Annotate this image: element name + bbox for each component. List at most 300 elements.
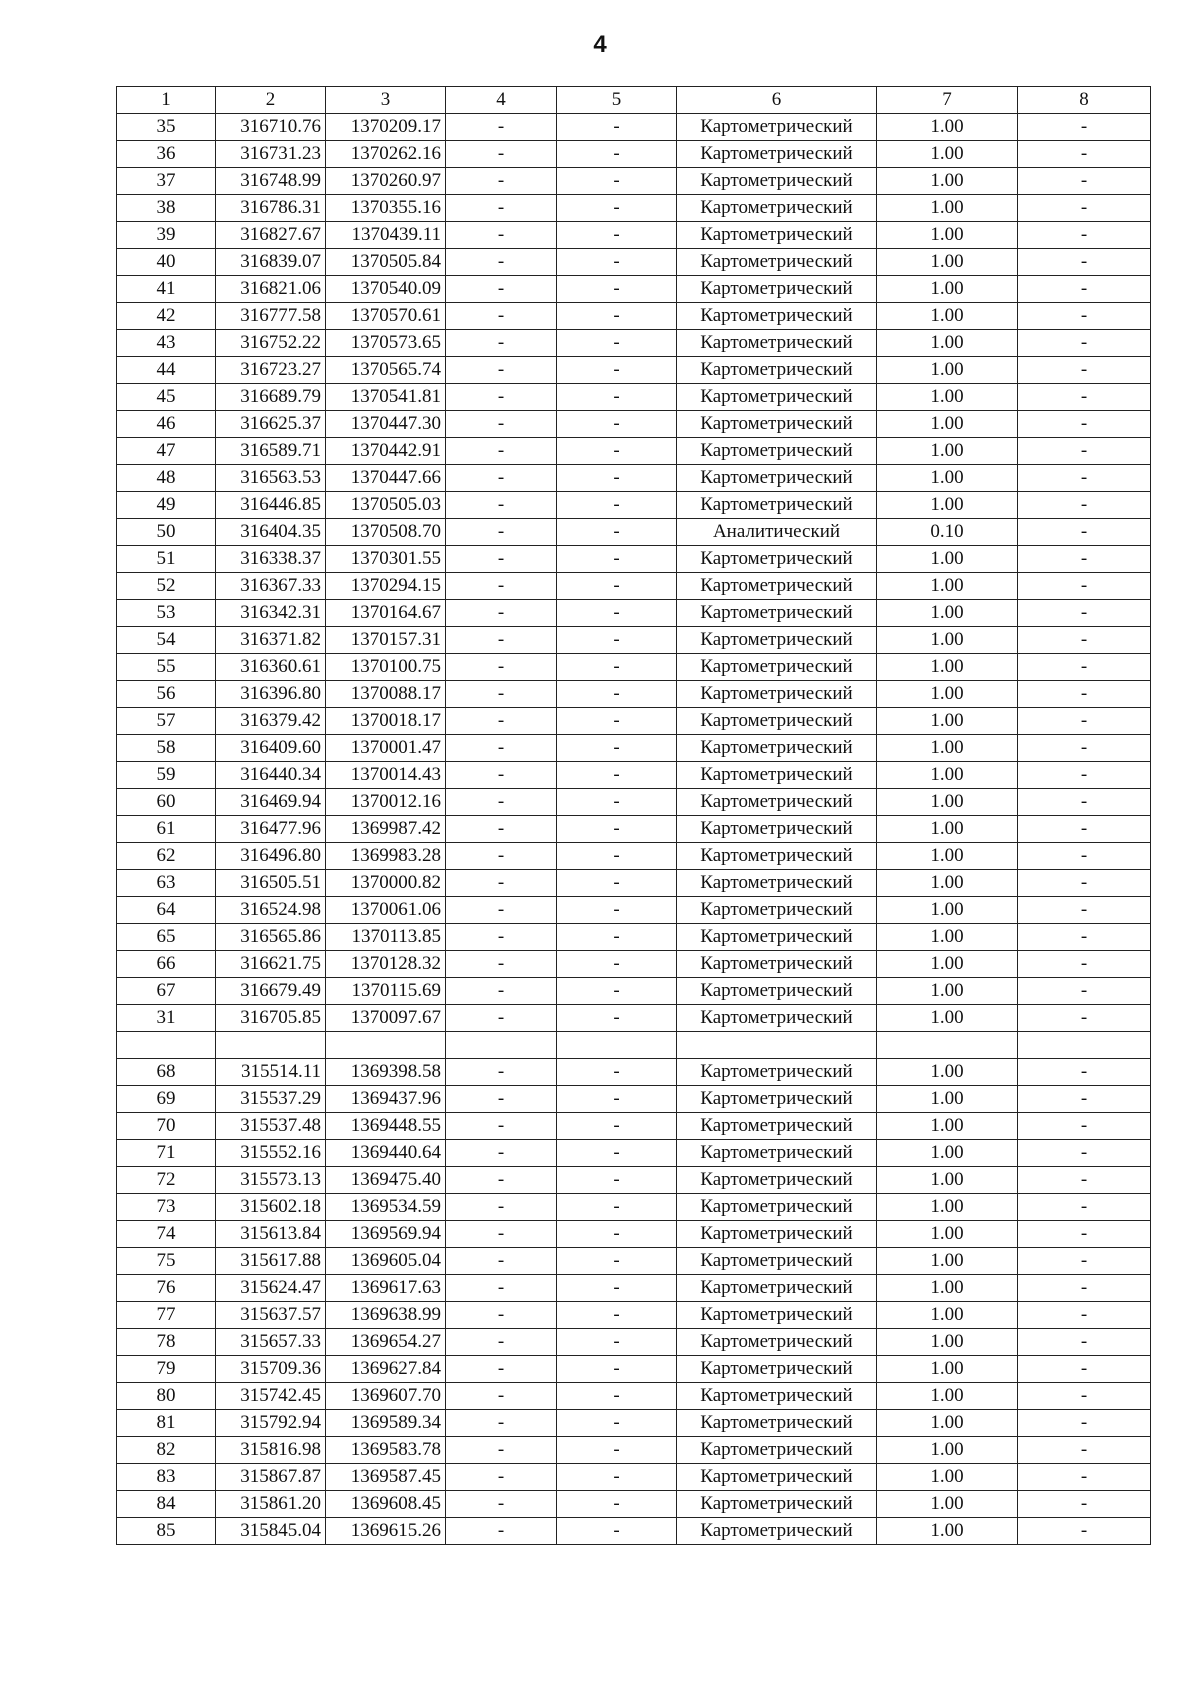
x-coordinate-cell: 315657.33 bbox=[216, 1329, 326, 1356]
method-cell: Картометрический bbox=[677, 1518, 877, 1545]
column-4-cell: - bbox=[446, 141, 557, 168]
column-5-cell: - bbox=[557, 141, 677, 168]
column-5-cell: - bbox=[557, 789, 677, 816]
point-number-cell: 69 bbox=[117, 1086, 216, 1113]
method-cell: Аналитический bbox=[677, 519, 877, 546]
column-8-cell: - bbox=[1018, 1464, 1151, 1491]
column-8-cell: - bbox=[1018, 1491, 1151, 1518]
method-cell: Картометрический bbox=[677, 1140, 877, 1167]
method-cell: Картометрический bbox=[677, 195, 877, 222]
column-5-cell: - bbox=[557, 924, 677, 951]
column-5-cell: - bbox=[557, 681, 677, 708]
point-number-cell: 85 bbox=[117, 1518, 216, 1545]
table-row bbox=[117, 708, 1151, 735]
column-header: 2 bbox=[216, 87, 326, 114]
accuracy-cell: 1.00 bbox=[877, 1059, 1018, 1086]
column-header: 3 bbox=[326, 87, 446, 114]
method-cell: Картометрический bbox=[677, 1248, 877, 1275]
column-4-cell: - bbox=[446, 1248, 557, 1275]
column-8-cell: - bbox=[1018, 897, 1151, 924]
point-number-cell: 68 bbox=[117, 1059, 216, 1086]
point-number-cell: 49 bbox=[117, 492, 216, 519]
column-4-cell: - bbox=[446, 1383, 557, 1410]
point-number-cell: 36 bbox=[117, 141, 216, 168]
y-coordinate-cell: 1370439.11 bbox=[326, 222, 446, 249]
accuracy-cell: 1.00 bbox=[877, 1464, 1018, 1491]
column-4-cell: - bbox=[446, 762, 557, 789]
method-cell: Картометрический bbox=[677, 168, 877, 195]
x-coordinate-cell: 315537.48 bbox=[216, 1113, 326, 1140]
column-5-cell: - bbox=[557, 735, 677, 762]
point-number-cell: 42 bbox=[117, 303, 216, 330]
table-row bbox=[117, 330, 1151, 357]
column-4-cell: - bbox=[446, 1329, 557, 1356]
method-cell: Картометрический bbox=[677, 438, 877, 465]
method-cell bbox=[677, 1032, 877, 1059]
point-number-cell: 73 bbox=[117, 1194, 216, 1221]
method-cell: Картометрический bbox=[677, 924, 877, 951]
point-number-cell: 59 bbox=[117, 762, 216, 789]
method-cell: Картометрический bbox=[677, 681, 877, 708]
table-row bbox=[117, 681, 1151, 708]
point-number-cell: 67 bbox=[117, 978, 216, 1005]
point-number-cell: 44 bbox=[117, 357, 216, 384]
x-coordinate-cell: 315617.88 bbox=[216, 1248, 326, 1275]
point-number-cell: 65 bbox=[117, 924, 216, 951]
method-cell: Картометрический bbox=[677, 708, 877, 735]
column-8-cell: - bbox=[1018, 492, 1151, 519]
table-row bbox=[117, 384, 1151, 411]
accuracy-cell: 0.10 bbox=[877, 519, 1018, 546]
accuracy-cell: 1.00 bbox=[877, 1275, 1018, 1302]
column-5-cell: - bbox=[557, 1248, 677, 1275]
accuracy-cell: 1.00 bbox=[877, 1329, 1018, 1356]
point-number-cell: 37 bbox=[117, 168, 216, 195]
column-4-cell: - bbox=[446, 1464, 557, 1491]
method-cell: Картометрический bbox=[677, 1194, 877, 1221]
table-row bbox=[117, 627, 1151, 654]
method-cell: Картометрический bbox=[677, 762, 877, 789]
accuracy-cell: 1.00 bbox=[877, 1086, 1018, 1113]
accuracy-cell: 1.00 bbox=[877, 1437, 1018, 1464]
accuracy-cell: 1.00 bbox=[877, 1167, 1018, 1194]
x-coordinate-cell: 316710.76 bbox=[216, 114, 326, 141]
table-row bbox=[117, 1032, 1151, 1059]
point-number-cell: 40 bbox=[117, 249, 216, 276]
column-8-cell: - bbox=[1018, 627, 1151, 654]
x-coordinate-cell: 316839.07 bbox=[216, 249, 326, 276]
point-number-cell: 57 bbox=[117, 708, 216, 735]
column-4-cell: - bbox=[446, 222, 557, 249]
y-coordinate-cell: 1370128.32 bbox=[326, 951, 446, 978]
column-8-cell: - bbox=[1018, 708, 1151, 735]
table-row bbox=[117, 438, 1151, 465]
column-5-cell: - bbox=[557, 357, 677, 384]
accuracy-cell: 1.00 bbox=[877, 1140, 1018, 1167]
table-row bbox=[117, 789, 1151, 816]
y-coordinate-cell: 1369589.34 bbox=[326, 1410, 446, 1437]
column-header: 4 bbox=[446, 87, 557, 114]
column-4-cell: - bbox=[446, 384, 557, 411]
accuracy-cell: 1.00 bbox=[877, 843, 1018, 870]
column-8-cell: - bbox=[1018, 600, 1151, 627]
x-coordinate-cell: 316505.51 bbox=[216, 870, 326, 897]
y-coordinate-cell: 1370447.66 bbox=[326, 465, 446, 492]
column-8-cell: - bbox=[1018, 141, 1151, 168]
y-coordinate-cell: 1370018.17 bbox=[326, 708, 446, 735]
accuracy-cell: 1.00 bbox=[877, 681, 1018, 708]
x-coordinate-cell: 316705.85 bbox=[216, 1005, 326, 1032]
x-coordinate-cell: 316338.37 bbox=[216, 546, 326, 573]
column-8-cell: - bbox=[1018, 1302, 1151, 1329]
point-number-cell: 77 bbox=[117, 1302, 216, 1329]
column-header: 5 bbox=[557, 87, 677, 114]
point-number-cell: 71 bbox=[117, 1140, 216, 1167]
column-4-cell: - bbox=[446, 573, 557, 600]
accuracy-cell: 1.00 bbox=[877, 951, 1018, 978]
y-coordinate-cell: 1369448.55 bbox=[326, 1113, 446, 1140]
method-cell: Картометрический bbox=[677, 1356, 877, 1383]
method-cell: Картометрический bbox=[677, 465, 877, 492]
y-coordinate-cell: 1369475.40 bbox=[326, 1167, 446, 1194]
y-coordinate-cell: 1370100.75 bbox=[326, 654, 446, 681]
x-coordinate-cell: 316777.58 bbox=[216, 303, 326, 330]
point-number-cell: 62 bbox=[117, 843, 216, 870]
column-4-cell: - bbox=[446, 924, 557, 951]
column-8-cell: - bbox=[1018, 1329, 1151, 1356]
x-coordinate-cell: 316396.80 bbox=[216, 681, 326, 708]
column-4-cell: - bbox=[446, 465, 557, 492]
column-8-cell: - bbox=[1018, 1518, 1151, 1545]
table-row bbox=[117, 1491, 1151, 1518]
y-coordinate-cell: 1369440.64 bbox=[326, 1140, 446, 1167]
accuracy-cell: 1.00 bbox=[877, 816, 1018, 843]
column-5-cell: - bbox=[557, 600, 677, 627]
column-8-cell: - bbox=[1018, 222, 1151, 249]
column-4-cell: - bbox=[446, 1356, 557, 1383]
column-4-cell: - bbox=[446, 816, 557, 843]
accuracy-cell: 1.00 bbox=[877, 1302, 1018, 1329]
y-coordinate-cell: 1370540.09 bbox=[326, 276, 446, 303]
accuracy-cell: 1.00 bbox=[877, 978, 1018, 1005]
column-header: 6 bbox=[677, 87, 877, 114]
column-8-cell: - bbox=[1018, 330, 1151, 357]
method-cell: Картометрический bbox=[677, 384, 877, 411]
y-coordinate-cell: 1370061.06 bbox=[326, 897, 446, 924]
table-row bbox=[117, 1356, 1151, 1383]
column-8-cell: - bbox=[1018, 762, 1151, 789]
column-8-cell: - bbox=[1018, 816, 1151, 843]
column-4-cell: - bbox=[446, 1113, 557, 1140]
y-coordinate-cell: 1370000.82 bbox=[326, 870, 446, 897]
x-coordinate-cell: 315537.29 bbox=[216, 1086, 326, 1113]
column-8-cell: - bbox=[1018, 1086, 1151, 1113]
table-row bbox=[117, 1275, 1151, 1302]
y-coordinate-cell: 1370301.55 bbox=[326, 546, 446, 573]
table-row bbox=[117, 1302, 1151, 1329]
table-row bbox=[117, 1086, 1151, 1113]
column-4-cell: - bbox=[446, 627, 557, 654]
accuracy-cell: 1.00 bbox=[877, 357, 1018, 384]
column-4-cell: - bbox=[446, 195, 557, 222]
column-5-cell: - bbox=[557, 519, 677, 546]
column-4-cell: - bbox=[446, 438, 557, 465]
column-8-cell: - bbox=[1018, 519, 1151, 546]
x-coordinate-cell: 315624.47 bbox=[216, 1275, 326, 1302]
column-5-cell: - bbox=[557, 384, 677, 411]
column-4-cell: - bbox=[446, 1437, 557, 1464]
column-5-cell: - bbox=[557, 222, 677, 249]
method-cell: Картометрический bbox=[677, 789, 877, 816]
x-coordinate-cell: 316404.35 bbox=[216, 519, 326, 546]
column-5-cell: - bbox=[557, 951, 677, 978]
column-8-cell: - bbox=[1018, 168, 1151, 195]
point-number-cell: 38 bbox=[117, 195, 216, 222]
method-cell: Картометрический bbox=[677, 951, 877, 978]
column-4-cell: - bbox=[446, 357, 557, 384]
column-5-cell: - bbox=[557, 1329, 677, 1356]
method-cell: Картометрический bbox=[677, 411, 877, 438]
column-4-cell: - bbox=[446, 1275, 557, 1302]
accuracy-cell: 1.00 bbox=[877, 789, 1018, 816]
x-coordinate-cell: 316371.82 bbox=[216, 627, 326, 654]
column-8-cell: - bbox=[1018, 1005, 1151, 1032]
x-coordinate-cell: 316342.31 bbox=[216, 600, 326, 627]
accuracy-cell: 1.00 bbox=[877, 276, 1018, 303]
method-cell: Картометрический bbox=[677, 1410, 877, 1437]
accuracy-cell: 1.00 bbox=[877, 1113, 1018, 1140]
x-coordinate-cell: 316679.49 bbox=[216, 978, 326, 1005]
y-coordinate-cell: 1370505.84 bbox=[326, 249, 446, 276]
column-4-cell: - bbox=[446, 276, 557, 303]
point-number-cell: 72 bbox=[117, 1167, 216, 1194]
column-5-cell: - bbox=[557, 1302, 677, 1329]
x-coordinate-cell: 316379.42 bbox=[216, 708, 326, 735]
column-5-cell: - bbox=[557, 870, 677, 897]
y-coordinate-cell: 1369587.45 bbox=[326, 1464, 446, 1491]
column-header: 7 bbox=[877, 87, 1018, 114]
table-row bbox=[117, 303, 1151, 330]
point-number-cell: 75 bbox=[117, 1248, 216, 1275]
x-coordinate-cell: 316827.67 bbox=[216, 222, 326, 249]
column-4-cell: - bbox=[446, 978, 557, 1005]
point-number-cell: 81 bbox=[117, 1410, 216, 1437]
point-number-cell: 55 bbox=[117, 654, 216, 681]
x-coordinate-cell: 316496.80 bbox=[216, 843, 326, 870]
column-5-cell: - bbox=[557, 843, 677, 870]
column-4-cell: - bbox=[446, 735, 557, 762]
column-4-cell: - bbox=[446, 168, 557, 195]
x-coordinate-cell: 316821.06 bbox=[216, 276, 326, 303]
y-coordinate-cell: 1370573.65 bbox=[326, 330, 446, 357]
column-8-cell: - bbox=[1018, 1059, 1151, 1086]
method-cell: Картометрический bbox=[677, 1059, 877, 1086]
column-4-cell: - bbox=[446, 654, 557, 681]
y-coordinate-cell: 1370157.31 bbox=[326, 627, 446, 654]
accuracy-cell: 1.00 bbox=[877, 600, 1018, 627]
x-coordinate-cell: 315742.45 bbox=[216, 1383, 326, 1410]
point-number-cell: 61 bbox=[117, 816, 216, 843]
x-coordinate-cell: 316731.23 bbox=[216, 141, 326, 168]
column-5-cell: - bbox=[557, 330, 677, 357]
y-coordinate-cell: 1370570.61 bbox=[326, 303, 446, 330]
method-cell: Картометрический bbox=[677, 816, 877, 843]
accuracy-cell: 1.00 bbox=[877, 654, 1018, 681]
x-coordinate-cell: 315552.16 bbox=[216, 1140, 326, 1167]
y-coordinate-cell: 1370294.15 bbox=[326, 573, 446, 600]
column-4-cell: - bbox=[446, 303, 557, 330]
table-row bbox=[117, 1167, 1151, 1194]
table-row bbox=[117, 519, 1151, 546]
column-8-cell: - bbox=[1018, 1383, 1151, 1410]
point-number-cell: 79 bbox=[117, 1356, 216, 1383]
column-5-cell: - bbox=[557, 654, 677, 681]
column-8-cell: - bbox=[1018, 411, 1151, 438]
table-row bbox=[117, 1059, 1151, 1086]
method-cell: Картометрический bbox=[677, 1302, 877, 1329]
column-5-cell: - bbox=[557, 978, 677, 1005]
accuracy-cell: 1.00 bbox=[877, 546, 1018, 573]
accuracy-cell: 1.00 bbox=[877, 411, 1018, 438]
table-row bbox=[117, 1248, 1151, 1275]
point-number-cell: 63 bbox=[117, 870, 216, 897]
point-number-cell: 66 bbox=[117, 951, 216, 978]
table-row bbox=[117, 573, 1151, 600]
y-coordinate-cell: 1370113.85 bbox=[326, 924, 446, 951]
column-5-cell: - bbox=[557, 168, 677, 195]
accuracy-cell: 1.00 bbox=[877, 195, 1018, 222]
point-number-cell: 74 bbox=[117, 1221, 216, 1248]
point-number-cell: 80 bbox=[117, 1383, 216, 1410]
column-4-cell bbox=[446, 1032, 557, 1059]
column-8-cell: - bbox=[1018, 681, 1151, 708]
method-cell: Картометрический bbox=[677, 897, 877, 924]
y-coordinate-cell: 1369437.96 bbox=[326, 1086, 446, 1113]
y-coordinate-cell: 1369638.99 bbox=[326, 1302, 446, 1329]
column-5-cell: - bbox=[557, 1383, 677, 1410]
column-5-cell: - bbox=[557, 114, 677, 141]
column-5-cell: - bbox=[557, 492, 677, 519]
column-8-cell: - bbox=[1018, 1248, 1151, 1275]
method-cell: Картометрический bbox=[677, 735, 877, 762]
column-5-cell: - bbox=[557, 1113, 677, 1140]
table-row bbox=[117, 492, 1151, 519]
method-cell: Картометрический bbox=[677, 357, 877, 384]
point-number-cell: 53 bbox=[117, 600, 216, 627]
column-4-cell: - bbox=[446, 1410, 557, 1437]
column-8-cell: - bbox=[1018, 1113, 1151, 1140]
table-row bbox=[117, 1518, 1151, 1545]
table-row bbox=[117, 168, 1151, 195]
method-cell: Картометрический bbox=[677, 141, 877, 168]
method-cell: Картометрический bbox=[677, 978, 877, 1005]
accuracy-cell: 1.00 bbox=[877, 330, 1018, 357]
column-5-cell: - bbox=[557, 627, 677, 654]
accuracy-cell: 1.00 bbox=[877, 492, 1018, 519]
column-4-cell: - bbox=[446, 519, 557, 546]
column-5-cell: - bbox=[557, 1410, 677, 1437]
method-cell: Картометрический bbox=[677, 222, 877, 249]
column-4-cell: - bbox=[446, 1221, 557, 1248]
x-coordinate-cell: 315816.98 bbox=[216, 1437, 326, 1464]
column-8-cell: - bbox=[1018, 1221, 1151, 1248]
column-4-cell: - bbox=[446, 681, 557, 708]
column-8-cell: - bbox=[1018, 438, 1151, 465]
column-5-cell: - bbox=[557, 1059, 677, 1086]
table-row bbox=[117, 870, 1151, 897]
x-coordinate-cell: 316723.27 bbox=[216, 357, 326, 384]
column-8-cell: - bbox=[1018, 1275, 1151, 1302]
table-row bbox=[117, 465, 1151, 492]
y-coordinate-cell: 1369617.63 bbox=[326, 1275, 446, 1302]
point-number-cell: 84 bbox=[117, 1491, 216, 1518]
column-5-cell: - bbox=[557, 1221, 677, 1248]
table-row bbox=[117, 411, 1151, 438]
point-number-cell: 56 bbox=[117, 681, 216, 708]
coordinates-table bbox=[116, 86, 1151, 1545]
method-cell: Картометрический bbox=[677, 843, 877, 870]
method-cell: Картометрический bbox=[677, 1491, 877, 1518]
point-number-cell: 76 bbox=[117, 1275, 216, 1302]
accuracy-cell: 1.00 bbox=[877, 1005, 1018, 1032]
table-row bbox=[117, 357, 1151, 384]
accuracy-cell: 1.00 bbox=[877, 1221, 1018, 1248]
y-coordinate-cell: 1370508.70 bbox=[326, 519, 446, 546]
y-coordinate-cell: 1369605.04 bbox=[326, 1248, 446, 1275]
x-coordinate-cell: 316360.61 bbox=[216, 654, 326, 681]
table-body bbox=[117, 114, 1151, 1545]
table-row bbox=[117, 114, 1151, 141]
y-coordinate-cell: 1370505.03 bbox=[326, 492, 446, 519]
table-row bbox=[117, 1410, 1151, 1437]
column-header: 8 bbox=[1018, 87, 1151, 114]
column-4-cell: - bbox=[446, 1167, 557, 1194]
column-8-cell: - bbox=[1018, 303, 1151, 330]
method-cell: Картометрический bbox=[677, 1167, 877, 1194]
column-5-cell: - bbox=[557, 1356, 677, 1383]
y-coordinate-cell: 1370012.16 bbox=[326, 789, 446, 816]
column-4-cell: - bbox=[446, 951, 557, 978]
y-coordinate-cell: 1370447.30 bbox=[326, 411, 446, 438]
accuracy-cell: 1.00 bbox=[877, 1248, 1018, 1275]
table-row bbox=[117, 951, 1151, 978]
table-row bbox=[117, 195, 1151, 222]
point-number-cell: 46 bbox=[117, 411, 216, 438]
y-coordinate-cell: 1369608.45 bbox=[326, 1491, 446, 1518]
method-cell: Картометрический bbox=[677, 546, 877, 573]
x-coordinate-cell: 315867.87 bbox=[216, 1464, 326, 1491]
method-cell: Картометрический bbox=[677, 249, 877, 276]
x-coordinate-cell: 316524.98 bbox=[216, 897, 326, 924]
table-row bbox=[117, 1383, 1151, 1410]
y-coordinate-cell: 1369607.70 bbox=[326, 1383, 446, 1410]
column-4-cell: - bbox=[446, 1086, 557, 1113]
y-coordinate-cell: 1369569.94 bbox=[326, 1221, 446, 1248]
column-4-cell: - bbox=[446, 114, 557, 141]
accuracy-cell: 1.00 bbox=[877, 897, 1018, 924]
column-8-cell bbox=[1018, 1032, 1151, 1059]
column-8-cell: - bbox=[1018, 1410, 1151, 1437]
x-coordinate-cell: 316625.37 bbox=[216, 411, 326, 438]
column-header: 1 bbox=[117, 87, 216, 114]
point-number-cell: 60 bbox=[117, 789, 216, 816]
x-coordinate-cell: 315602.18 bbox=[216, 1194, 326, 1221]
accuracy-cell: 1.00 bbox=[877, 222, 1018, 249]
column-4-cell: - bbox=[446, 1005, 557, 1032]
accuracy-cell: 1.00 bbox=[877, 573, 1018, 600]
column-5-cell: - bbox=[557, 897, 677, 924]
column-4-cell: - bbox=[446, 843, 557, 870]
